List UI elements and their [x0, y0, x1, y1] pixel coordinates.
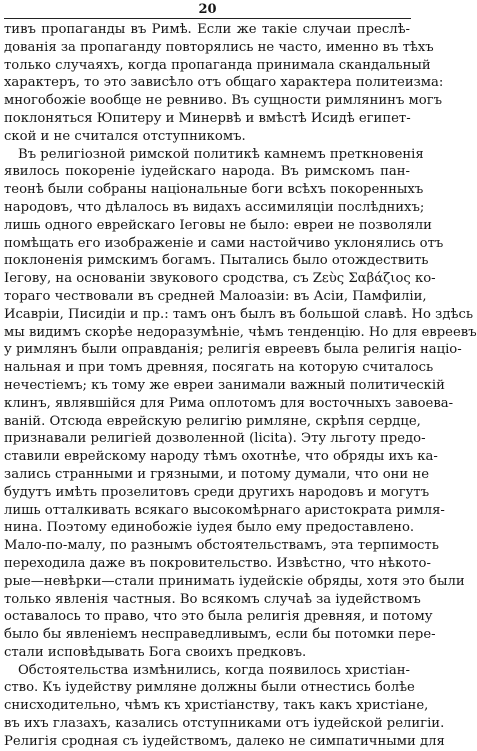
text-line: поклоненія римскимъ богамъ. Пытались было отождествить [4, 253, 429, 269]
text-line: многобожіе вообще не ревниво. Въ сущности римлянинъ могъ [4, 93, 443, 109]
text-line: признавали религіей дозволенной (licita). Эту льготу предо- [4, 431, 426, 447]
text-line: явилось покореніе іудейскаго народа. Въ римскомъ пан- [4, 164, 410, 180]
text-line: оставалось то право, что это была религія древняя, и потому [4, 609, 433, 625]
text-line: Исавріи, Писидіи и пр.: тамъ онъ былъ въ большой славѣ. Но здѣсь [4, 306, 474, 322]
page-body [4, 21, 477, 751]
text-line: только случаяхъ, когда пропаганда принимала скандальный [4, 57, 431, 73]
text-line: тораго чествовали въ средней Малоазіи: въ Асіи, Памфиліи, [4, 288, 427, 304]
text-line: Іегову, на основаніи звукового сродства, съ Ζεὺς Σαβάζιος ко- [4, 271, 436, 287]
text-line: стали исповѣдывать Бога своихъ предковъ. [4, 644, 307, 660]
text-line: лишь одного еврейскаго Іеговы не было: евреи не позволяли [4, 217, 432, 233]
text-line: поклоняться Юпитеру и Минервѣ и вмѣстѣ Исидѣ египет- [4, 110, 411, 126]
text-line: у римлянъ были оправданія; религія евреевъ была религія націо- [4, 342, 462, 358]
text-line: ваній. Отсюда еврейскую религію римляне, скрѣпя сердце, [4, 413, 421, 429]
text-line: снисходительно, чѣмъ къ христіанству, такъ какъ христіане, [4, 698, 429, 714]
text-line: ство. Къ іудейству римляне должны были отнестись болѣе [4, 680, 415, 696]
page-number: 20 [198, 2, 217, 17]
text-line: дованія за пропаганду повторялись не часто, именно въ тѣхъ [4, 39, 434, 55]
text-line: ставили еврейскому народу тѣмъ охотнѣе, что обряды ихъ ка- [4, 449, 438, 465]
text-line: нечестіемъ; къ тому же евреи занимали важный политическій [4, 377, 445, 393]
text-line: лишь отталкивать всякаго высокомѣрнаго аристократа римля- [4, 502, 445, 518]
text-line: въ ихъ глазахъ, казались отступниками отъ іудейской религіи. [4, 716, 445, 732]
text-line: ской и не считался отступникомъ. [4, 128, 246, 144]
text-line: только явленія частныя. Во всякомъ случаѣ за іудействомъ [4, 591, 421, 607]
text-line: Въ религіозной римской политикѣ камнемъ преткновенія [18, 146, 424, 162]
text-line: будутъ имѣть прозелитовъ среди другихъ народовъ и могутъ [4, 484, 430, 500]
text-line: помѣщать его изображеніе и сами настойчиво уклонялись отъ [4, 235, 444, 251]
header-rule [4, 18, 411, 19]
text-line: характеръ, то это зависѣло отъ общаго характера политеизма: [4, 75, 444, 91]
text-line: переходила даже въ покровительство. Извѣстно, что нѣкото- [4, 555, 431, 571]
text-line: нина. Поэтому единобожіе іудея было ему предоставлено. [4, 520, 415, 536]
text-line: зались странными и грязными, и потому думали, что они не [4, 466, 429, 482]
text-line: клинъ, являвшійся для Рима оплотомъ для восточныхъ завоева- [4, 395, 454, 411]
text-line: нальная и при томъ древняя, посягать на которую считалось [4, 360, 434, 376]
text-line: теонѣ были собраны національные боги всѣхъ покоренныхъ [4, 182, 424, 198]
text-line: Религія сродная съ іудействомъ, далеко не симпатичными для [4, 733, 445, 749]
text-line: народовъ, что дѣлалось въ видахъ ассимиляціи послѣднихъ; [4, 199, 425, 215]
text-line: тивъ пропаганды въ Римѣ. Если же такіе случаи преслѣ- [4, 22, 410, 37]
text-line: Мало-по-малу, по разнымъ обстоятельствамъ, эта терпимость [4, 538, 439, 554]
text-line: Обстоятельства измѣнились, когда появилось христіан- [18, 662, 410, 678]
text-line: мы видимъ скорѣе недоразумѣніе, чѣмъ тенденцію. Но для евреевъ [4, 324, 477, 340]
text-line: было бы явленіемъ несправедливымъ, если бы потомки пере- [4, 627, 436, 643]
text-line: рые—невѣрки—стали принимать іудейскіе обряды, хотя это были [4, 573, 465, 589]
